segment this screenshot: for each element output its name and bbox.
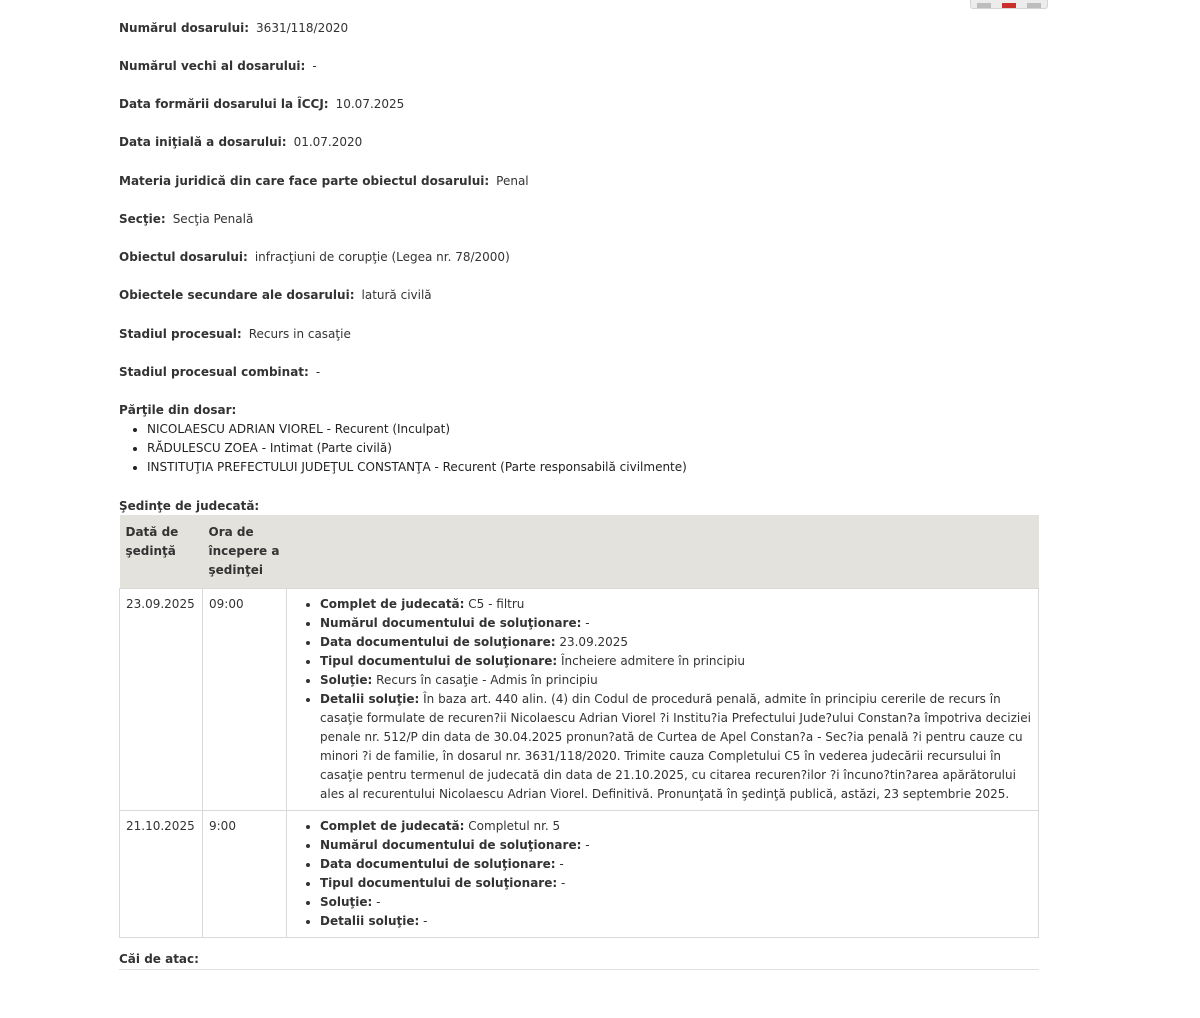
detail-label: Complet de judecată: xyxy=(320,819,465,833)
party-item: • NICOLAESCU ADRIAN VIOREL - Recurent (Inculpat) xyxy=(147,420,687,439)
parties-title: Părţile din dosar: xyxy=(119,403,237,417)
hearing-time: 9:00 xyxy=(203,811,287,938)
detail-item xyxy=(320,671,1032,690)
column-header-time: Ora de începere a şedinţei xyxy=(203,515,287,589)
detail-label: Detalii soluţie: xyxy=(320,692,420,706)
appeals-title: Căi de atac: xyxy=(119,952,1039,970)
detail-value: - xyxy=(561,876,566,890)
detail-value: - xyxy=(376,895,381,909)
column-header-details xyxy=(287,515,1039,589)
email-icon[interactable] xyxy=(1027,3,1041,8)
detail-label: Numărul documentului de soluţionare: xyxy=(320,616,582,630)
detail-value: Recurs în casaţie - Admis în principiu xyxy=(376,673,598,687)
detail-label: Soluţie: xyxy=(320,673,373,687)
detail-item xyxy=(320,652,1032,671)
field-value: 10.07.2025 xyxy=(335,97,405,111)
detail-label: Detalii soluţie: xyxy=(320,914,420,928)
field-initial-date xyxy=(119,135,362,149)
detail-label: Complet de judecată: xyxy=(320,597,465,611)
detail-value: Încheiere admitere în principiu xyxy=(561,654,745,668)
print-icon[interactable] xyxy=(977,3,991,8)
field-label: Secţie: xyxy=(119,212,166,226)
field-value: 01.07.2020 xyxy=(293,135,363,149)
detail-item xyxy=(320,817,1032,836)
field-value: Penal xyxy=(496,174,529,188)
detail-item xyxy=(320,855,1032,874)
parties-list xyxy=(119,420,687,477)
field-value: infracţiuni de corupţie (Legea nr. 78/2000) xyxy=(254,250,510,264)
field-label: Data formării dosarului la ÎCCJ: xyxy=(119,97,329,111)
field-label: Data iniţială a dosarului: xyxy=(119,135,287,149)
party-item: • INSTITUŢIA PREFECTULUI JUDEŢUL CONSTANŢA - Recurent (Parte responsabilă civilmente) xyxy=(147,458,687,477)
detail-item xyxy=(320,912,1032,931)
pdf-icon[interactable] xyxy=(1002,3,1016,8)
table-row xyxy=(120,589,1039,811)
detail-value: - xyxy=(423,914,428,928)
detail-value: - xyxy=(559,857,564,871)
export-toolbar xyxy=(970,0,1048,9)
field-section xyxy=(119,212,253,226)
field-label: Numărul dosarului: xyxy=(119,21,250,35)
detail-label: Soluţie: xyxy=(320,895,373,909)
detail-item xyxy=(320,690,1032,804)
field-formation-date xyxy=(119,97,404,111)
detail-value: - xyxy=(585,838,590,852)
hearings-table xyxy=(119,515,1039,938)
detail-value: - xyxy=(585,616,590,630)
detail-label: Data documentului de soluţionare: xyxy=(320,857,556,871)
detail-label: Data documentului de soluţionare: xyxy=(320,635,556,649)
field-value: Recurs in casaţie xyxy=(248,327,351,341)
field-value: - xyxy=(312,59,317,73)
table-row xyxy=(120,811,1039,938)
field-value: Secţia Penală xyxy=(172,212,254,226)
detail-label: Numărul documentului de soluţionare: xyxy=(320,838,582,852)
detail-label: Tipul documentului de soluţionare: xyxy=(320,654,558,668)
hearings-title: Şedinţe de judecată: xyxy=(119,499,260,513)
party-item: • RĂDULESCU ZOEA - Intimat (Parte civilă) xyxy=(147,439,687,458)
detail-value: 23.09.2025 xyxy=(559,635,629,649)
field-value: 3631/118/2020 xyxy=(256,21,349,35)
detail-item xyxy=(320,874,1032,893)
field-secondary-objects xyxy=(119,288,432,302)
field-value: latură civilă xyxy=(361,288,432,302)
field-case-object xyxy=(119,250,510,264)
field-legal-matter xyxy=(119,174,529,188)
field-label: Stadiul procesual combinat: xyxy=(119,365,309,379)
field-label: Materia juridică din care face parte obiectul dosarului: xyxy=(119,174,490,188)
field-label: Obiectul dosarului: xyxy=(119,250,248,264)
detail-value: Completul nr. 5 xyxy=(468,819,561,833)
field-label: Stadiul procesual: xyxy=(119,327,242,341)
detail-item xyxy=(320,614,1032,633)
detail-item xyxy=(320,633,1032,652)
hearing-time: 09:00 xyxy=(203,589,287,811)
detail-item xyxy=(320,595,1032,614)
field-label: Obiectele secundare ale dosarului: xyxy=(119,288,355,302)
detail-label: Tipul documentului de soluţionare: xyxy=(320,876,558,890)
field-case-number xyxy=(119,21,348,35)
field-label: Numărul vechi al dosarului: xyxy=(119,59,306,73)
detail-value: În baza art. 440 alin. (4) din Codul de procedură penală, admite în principiu cererile de recurs în casaţie formulate de recuren?ii Nicolaescu Adrian Viorel ?i Institu?ia Prefectului Jude?ului Constan?a împotriva deciziei penale nr. 512/P din data de 30.04.2025 pronun?ată de Curtea de Apel Constan?a - Sec?ia penală ?i pentru cauze cu minori ?i de familie, în dosarul nr. 3631/118/2020. Trimite cauza Completului C5 în vederea judecării recursului în casaţie pentru termenul de judecată din data de 21.10.2025, cu citarea recuren?ilor ?i încuno?tin?area apărătorului ales al recurentului Nicolaescu Adrian Viorel. Definitivă. Pronunţată în şedinţă publică, astăzi, 23 septembrie 2025. xyxy=(320,692,1031,801)
field-old-case-number xyxy=(119,59,317,73)
hearing-details xyxy=(287,811,1039,938)
column-header-date: Dată de şedinţă xyxy=(120,515,203,589)
detail-value: C5 - filtru xyxy=(468,597,525,611)
field-procedural-stage xyxy=(119,327,351,341)
detail-item xyxy=(320,893,1032,912)
detail-item xyxy=(320,836,1032,855)
field-value: - xyxy=(315,365,321,379)
hearing-date: 23.09.2025 xyxy=(120,589,203,811)
hearing-details xyxy=(287,589,1039,811)
field-combined-stage xyxy=(119,365,320,379)
hearing-date: 21.10.2025 xyxy=(120,811,203,938)
hearings-header-row xyxy=(120,515,1039,589)
